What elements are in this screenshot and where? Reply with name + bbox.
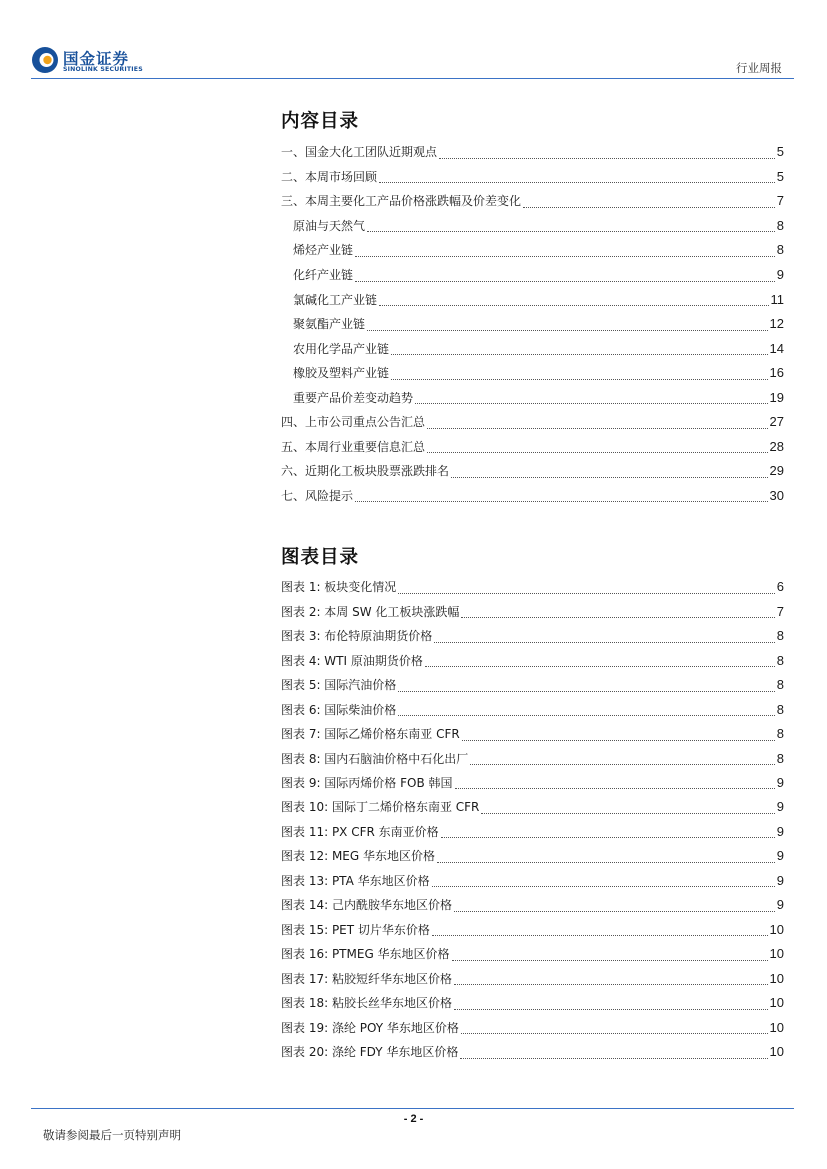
dot-leader: [367, 223, 775, 232]
toc-entry[interactable]: [281, 312, 784, 337]
figure-entry-label: 图表 13: PTA 华东地区价格: [281, 873, 430, 888]
figure-entry[interactable]: [281, 795, 784, 819]
figure-entry-page: 8: [776, 677, 784, 693]
dot-leader: [379, 174, 775, 183]
toc-title: 内容目录: [281, 111, 360, 132]
figure-entry-label: 图表 15: PET 切片华东价格: [281, 922, 430, 937]
toc-entry-page: 29: [769, 463, 784, 479]
figure-entry-label: 图表 8: 国内石脑油价格中石化出厂: [281, 751, 469, 766]
toc-entry-page: 19: [769, 389, 784, 405]
toc-entry-label: 重要产品价差变动趋势: [293, 390, 414, 405]
dot-leader: [434, 634, 774, 643]
company-logo: [31, 46, 155, 76]
toc-entry[interactable]: [281, 189, 784, 214]
toc-entry-label: 七、风险提示: [281, 488, 354, 503]
dot-leader: [427, 420, 768, 429]
figure-entry[interactable]: [281, 771, 784, 795]
toc-entry[interactable]: [281, 140, 784, 165]
dot-leader: [439, 150, 775, 159]
toc-entry-label: 二、本周市场回顾: [281, 169, 378, 184]
figure-entry[interactable]: [281, 648, 784, 672]
figure-entry-label: 图表 12: MEG 华东地区价格: [281, 849, 435, 864]
dot-leader: [461, 609, 774, 618]
toc-entry-page: 12: [769, 316, 784, 332]
figure-entry-page: 9: [776, 848, 784, 864]
figure-entry[interactable]: [281, 575, 784, 599]
toc-entry-label: 农用化学品产业链: [293, 341, 390, 356]
page-number: - 2 -: [403, 1113, 424, 1125]
toc-entry[interactable]: [281, 410, 784, 435]
dot-leader: [425, 658, 775, 667]
figure-entry[interactable]: [281, 869, 784, 893]
toc-entry-page: 5: [776, 168, 784, 184]
figure-entry[interactable]: [281, 918, 784, 942]
toc-entry[interactable]: [281, 263, 784, 288]
dot-leader: [454, 1001, 768, 1010]
dot-leader: [437, 854, 775, 863]
figure-entry-label: 图表 17: 粘胶短纤华东地区价格: [281, 971, 452, 986]
toc-entry-page: 8: [776, 242, 784, 258]
toc-entry-page: 30: [769, 487, 784, 503]
toc-entry-label: 聚氨酯产业链: [293, 317, 366, 332]
figure-entry-label: 图表 4: WTI 原油期货价格: [281, 653, 423, 668]
toc-entry-page: 5: [776, 144, 784, 160]
toc-entry-page: 11: [770, 291, 784, 307]
brand-name-cn: 国金证券: [63, 50, 130, 68]
dot-leader: [460, 1050, 767, 1059]
dot-leader: [523, 199, 775, 208]
toc-entry-label: 五、本周行业重要信息汇总: [281, 439, 426, 454]
toc-entry-page: 16: [769, 365, 784, 381]
dot-leader: [355, 248, 775, 257]
toc-entry[interactable]: [281, 238, 784, 263]
figure-entry-page: 9: [776, 823, 784, 839]
figure-entry[interactable]: [281, 697, 784, 721]
toc-entry-label: 一、国金大化工团队近期观点: [281, 145, 438, 160]
figure-entry[interactable]: [281, 967, 784, 991]
figure-entry-page: 8: [776, 652, 784, 668]
figure-entry-page: 8: [776, 726, 784, 742]
toc-entry[interactable]: [281, 361, 784, 386]
figure-entry-page: 8: [776, 750, 784, 766]
figure-list-title: 图表目录: [281, 547, 360, 568]
figure-list: [281, 575, 784, 1064]
disclaimer: 敬请参阅最后一页特别声明: [43, 1128, 181, 1142]
figure-entry-label: 图表 11: PX CFR 东南亚价格: [281, 824, 439, 839]
footer-divider: [31, 1108, 794, 1109]
toc-entry[interactable]: [281, 214, 784, 239]
dot-leader: [432, 878, 775, 887]
report-type: 行业周报: [736, 61, 782, 75]
dot-leader: [461, 1025, 768, 1034]
header-divider: [31, 78, 794, 79]
toc-entry-label: 氯碱化工产业链: [293, 292, 378, 307]
toc-entry-label: 橡胶及塑料产业链: [293, 366, 390, 381]
figure-entry-label: 图表 5: 国际汽油价格: [281, 678, 397, 693]
toc-entry[interactable]: [281, 336, 784, 361]
dot-leader: [441, 829, 775, 838]
dot-leader: [415, 395, 768, 404]
figure-entry-label: 图表 18: 粘胶长丝华东地区价格: [281, 996, 452, 1011]
dot-leader: [455, 780, 775, 789]
toc-entry-label: 化纤产业链: [293, 268, 354, 282]
dot-leader: [452, 952, 768, 961]
dot-leader: [454, 903, 775, 912]
dot-leader: [398, 683, 774, 692]
dot-leader: [462, 732, 775, 741]
toc-entry[interactable]: [281, 484, 784, 509]
dot-leader: [398, 585, 774, 594]
figure-entry[interactable]: [281, 1040, 784, 1064]
toc-entry[interactable]: [281, 459, 784, 484]
dot-leader: [454, 976, 768, 985]
figure-entry[interactable]: [281, 991, 784, 1015]
figure-entry-label: 图表 3: 布伦特原油期货价格: [281, 629, 433, 644]
toc-entry-page: 14: [769, 340, 784, 356]
figure-entry-label: 图表 2: 本周 SW 化工板块涨跌幅: [281, 604, 460, 619]
figure-entry-page: 9: [776, 774, 784, 790]
figure-entry-page: 10: [769, 1044, 784, 1060]
toc-entry-page: 7: [776, 193, 784, 209]
toc-entry-page: 8: [776, 217, 784, 233]
page-header: [0, 0, 827, 80]
dot-leader: [391, 371, 768, 380]
figure-entry-page: 6: [776, 579, 784, 595]
figure-entry[interactable]: [281, 820, 784, 844]
dot-leader: [432, 927, 768, 936]
figure-entry-label: 图表 1: 板块变化情况: [281, 580, 397, 595]
toc-entry[interactable]: [281, 435, 784, 460]
figure-entry[interactable]: [281, 599, 784, 623]
figure-entry[interactable]: [281, 624, 784, 648]
figure-entry-label: 图表 14: 己内酰胺华东地区价格: [281, 898, 452, 913]
toc-entry-label: 烯烃产业链: [293, 243, 354, 258]
toc-entry-label: 六、近期化工板块股票涨跌排名: [281, 464, 450, 479]
toc-entry-label: 三、本周主要化工产品价格涨跌幅及价差变化: [281, 194, 522, 209]
dot-leader: [355, 273, 775, 282]
figure-entry[interactable]: [281, 893, 784, 917]
dot-leader: [355, 493, 768, 502]
figure-entry-label: 图表 19: 涤纶 POY 华东地区价格: [281, 1020, 459, 1035]
figure-entry[interactable]: [281, 942, 784, 966]
toc-entry-page: 28: [769, 438, 784, 454]
sinolink-logo-icon: [31, 46, 59, 74]
dot-leader: [427, 444, 768, 453]
figure-entry[interactable]: [281, 673, 784, 697]
figure-entry[interactable]: [281, 1015, 784, 1039]
figure-entry-page: 8: [776, 628, 784, 644]
brand-name-en: SINOLINK SECURITIES: [63, 66, 143, 73]
figure-entry-page: 8: [776, 701, 784, 717]
figure-entry-label: 图表 7: 国际乙烯价格东南亚 CFR: [281, 727, 460, 742]
figure-entry-page: 10: [769, 970, 784, 986]
figure-entry-page: 10: [769, 995, 784, 1011]
dot-leader: [481, 805, 774, 814]
toc-entry[interactable]: [281, 165, 784, 190]
toc-entry-label: 原油与天然气: [293, 218, 366, 233]
dot-leader: [391, 346, 768, 355]
figure-entry[interactable]: [281, 722, 784, 746]
figure-entry-page: 10: [769, 921, 784, 937]
figure-entry-label: 图表 16: PTMEG 华东地区价格: [281, 947, 450, 962]
figure-entry-page: 9: [776, 799, 784, 815]
figure-entry-page: 10: [769, 1019, 784, 1035]
dot-leader: [398, 707, 774, 716]
figure-entry-page: 9: [776, 872, 784, 888]
figure-entry-label: 图表 10: 国际丁二烯价格东南亚 CFR: [281, 800, 480, 815]
toc-entry-label: 四、上市公司重点公告汇总: [281, 415, 426, 430]
figure-entry-label: 图表 6: 国际柴油价格: [281, 702, 397, 717]
figure-entry-page: 9: [776, 897, 784, 913]
figure-entry[interactable]: [281, 844, 784, 868]
dot-leader: [367, 322, 768, 331]
dot-leader: [451, 469, 768, 478]
dot-leader: [470, 756, 774, 765]
toc-entry[interactable]: [281, 385, 784, 410]
toc-entry[interactable]: [281, 287, 784, 312]
dot-leader: [379, 297, 768, 306]
figure-entry-page: 7: [776, 603, 784, 619]
toc-entry-page: 9: [776, 267, 784, 282]
figure-entry[interactable]: [281, 746, 784, 770]
toc-entry-page: 27: [769, 414, 784, 430]
figure-entry-label: 图表 9: 国际丙烯价格 FOB 韩国: [281, 775, 453, 790]
toc-list: [281, 140, 784, 508]
figure-entry-label: 图表 20: 涤纶 FDY 华东地区价格: [281, 1045, 459, 1060]
figure-entry-page: 10: [769, 946, 784, 962]
